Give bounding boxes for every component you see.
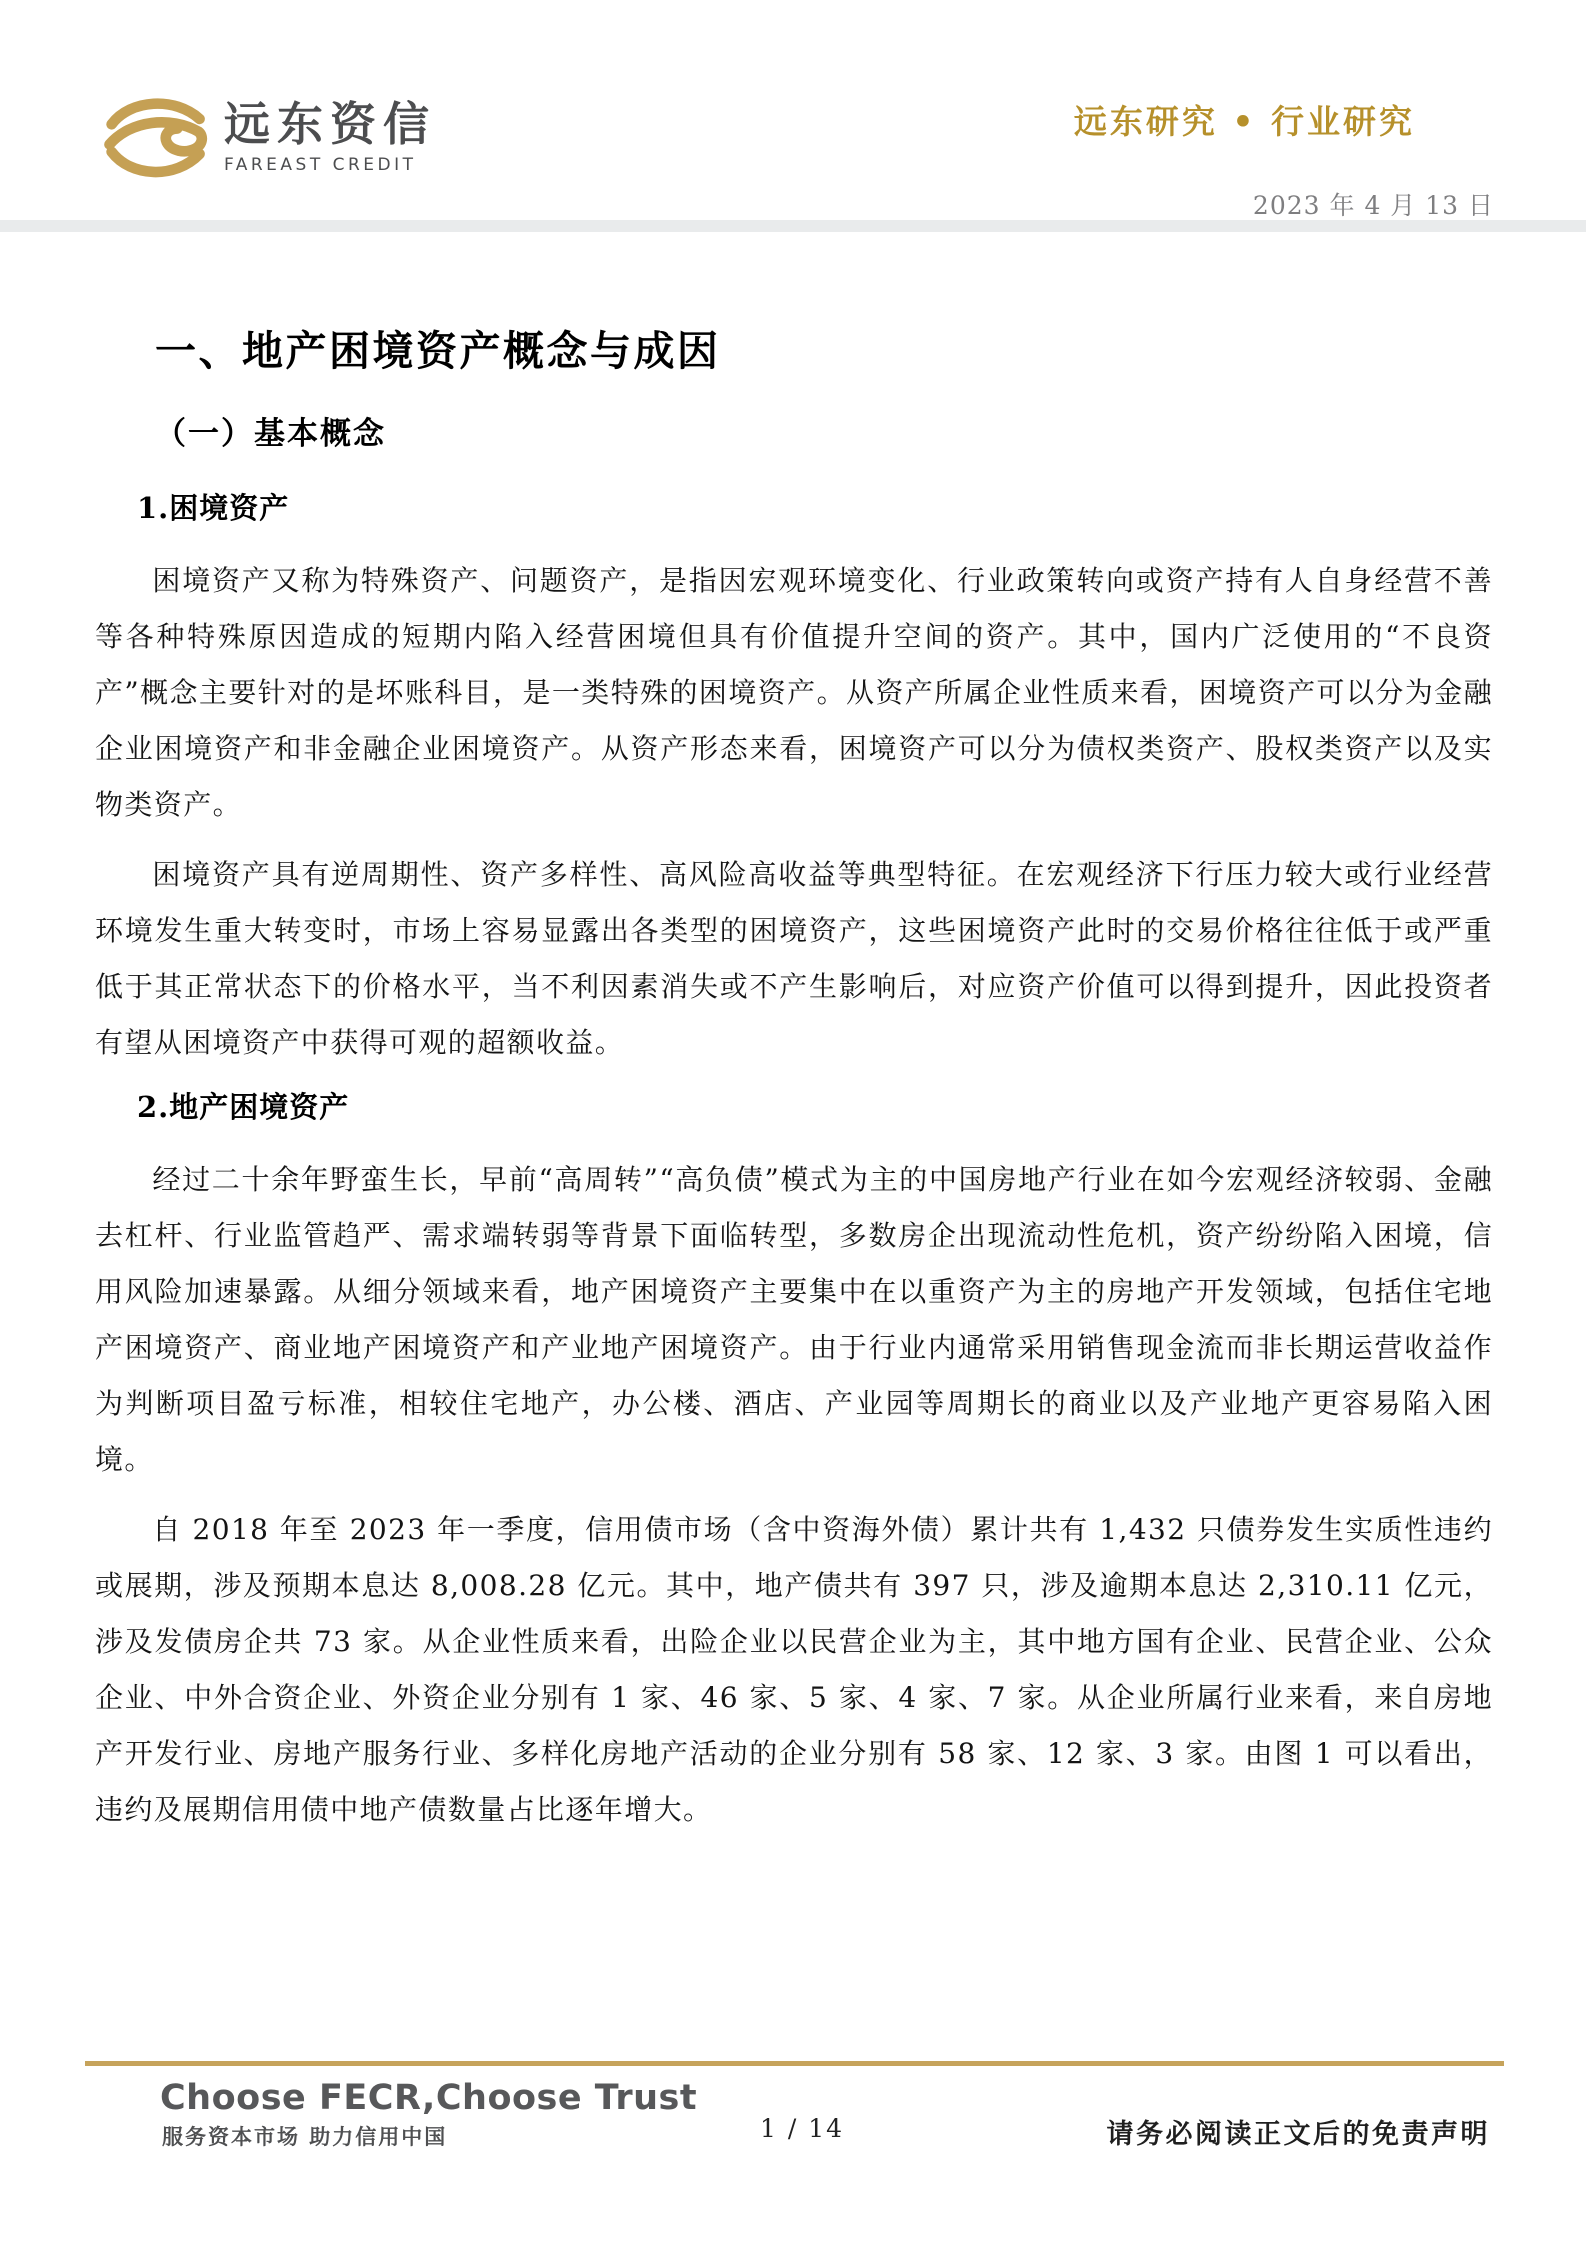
logo-name-en: FAREAST CREDIT <box>224 155 417 176</box>
logo-text <box>224 96 436 176</box>
footer-slogan-en: Choose FECR,Choose Trust <box>160 2078 698 2118</box>
report-date: 2023 年 4 月 13 日 <box>1252 191 1494 220</box>
subsection-2-title: 2.地产困境资产 <box>137 1090 350 1124</box>
paragraph-distressed-assets-definition: 困境资产又称为特殊资产、问题资产，是指因宏观环境变化、行业政策转向或资产持有人自身经营不善等各种特殊原因造成的短期内陷入经营困境但具有价值提升空间的资产。其中，国内广泛使用的“不良资产”概念主要针对的是坏账科目，是一类特殊的困境资产。从资产所属企业性质来看，困境资产可以分为金融企业困境资产和非金融企业困境资产。从资产形态来看，困境资产可以分为债权类资产、股权类资产以及实物类资产。 <box>95 564 1493 821</box>
footer-gold-rule <box>85 2061 1504 2066</box>
section-heading-1: 一、地产困境资产概念与成因 <box>155 327 721 375</box>
paragraph-distressed-assets-features: 困境资产具有逆周期性、资产多样性、高风险高收益等典型特征。在宏观经济下行压力较大或行业经营环境发生重大转变时，市场上容易显露出各类型的困境资产，这些困境资产此时的交易价格往往低于或严重低于其正常状态下的价格水平，当不利因素消失或不产生影响后，对应资产价值可以得到提升，因此投资者有望从困境资产中获得可观的超额收益。 <box>95 858 1493 1059</box>
company-logo <box>100 84 436 190</box>
footer-slogan-cn: 服务资本市场 助力信用中国 <box>162 2124 448 2149</box>
logo-name-cn: 远东资信 <box>224 96 436 151</box>
page-number: 1 / 14 <box>760 2114 845 2143</box>
footer-disclaimer: 请务必阅读正文后的免责声明 <box>1106 2119 1490 2150</box>
paragraph-real-estate-distress-background: 经过二十余年野蛮生长，早前“高周转”“高负债”模式为主的中国房地产行业在如今宏观经济较弱、金融去杠杆、行业监管趋严、需求端转弱等背景下面临转型，多数房企出现流动性危机，资产纷纷陷入困境，信用风险加速暴露。从细分领域来看，地产困境资产主要集中在以重资产为主的房地产开发领域，包括住宅地产困境资产、商业地产困境资产和产业地产困境资产。由于行业内通常采用销售现金流而非长期运营收益作为判断项目盈亏标准，相较住宅地产，办公楼、酒店、产业园等周期长的商业以及产业地产更容易陷入困境。 <box>95 1163 1493 1476</box>
document-body <box>95 486 1493 1852</box>
paragraph-bond-default-statistics: 自 2018 年至 2023 年一季度，信用债市场（含中资海外债）累计共有 1,432 只债券发生实质性违约或展期，涉及预期本息达 8,008.28 亿元。其中，地产债共有 397 只，涉及逾期本息达 2,310.11 亿元，涉及发债房企共 73 家。从企业性质来看，出险企业以民营企业为主，其中地方国有企业、民营企业、公众企业、中外合资企业、外资企业分别有 1 家、46 家、5 家、4 家、7 家。从企业所属行业来看，来自房地产开发行业、房地产服务行业、多样化房地产活动的企业分别有 58 家、12 家、3 家。由图 1 可以看出，违约及展期信用债中地产债数量占比逐年增大。 <box>95 1513 1493 1826</box>
header-divider-band <box>0 220 1586 232</box>
subsection-heading: （一）基本概念 <box>155 416 386 452</box>
report-series-title: 远东研究 • 行业研究 <box>1073 102 1415 141</box>
subsection-1-title: 1.困境资产 <box>137 491 290 525</box>
fareast-credit-logo-icon <box>100 84 208 190</box>
